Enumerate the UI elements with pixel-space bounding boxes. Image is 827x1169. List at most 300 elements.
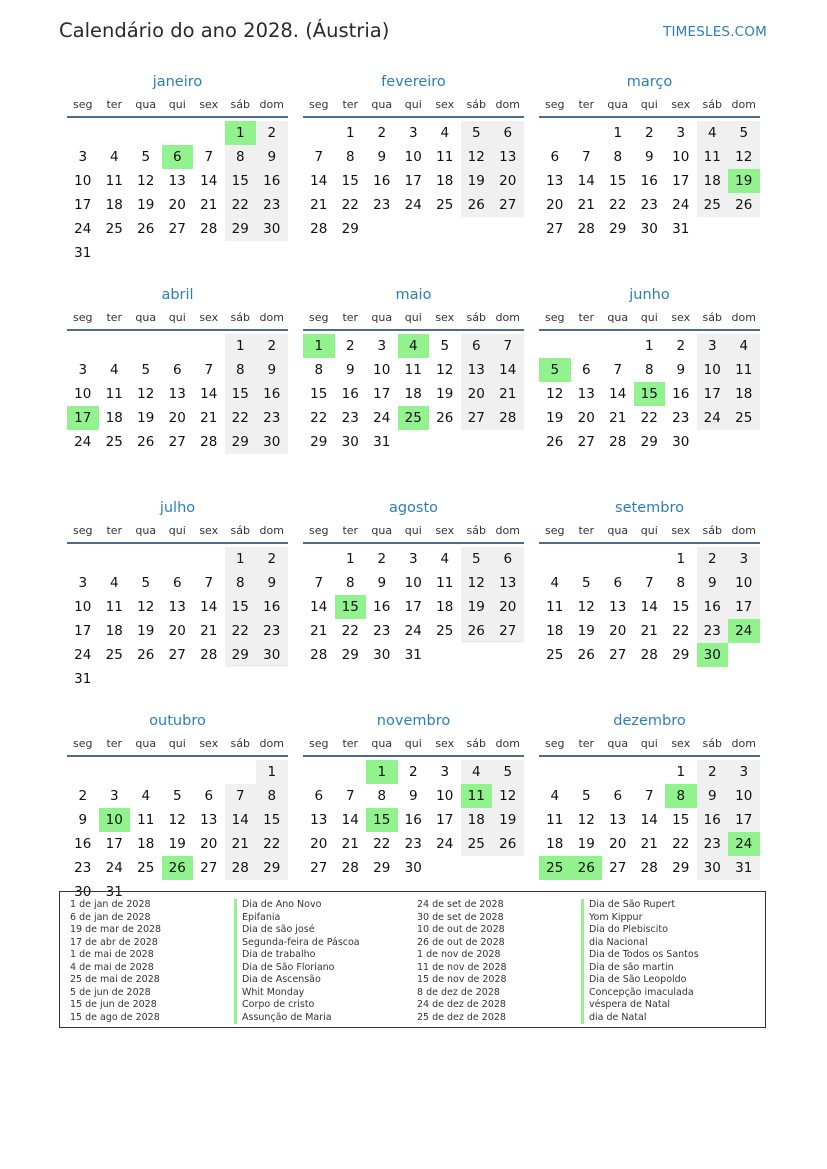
day-cell: 30 [256,643,288,667]
day-cell: 2 [78,788,88,804]
weekday-label: sáb [466,524,486,537]
day-cell: 29 [640,434,658,450]
day-cell: 28 [310,221,328,237]
weekday-label: qua [371,524,393,537]
month-title: dezembro [613,713,686,729]
day-cell: 22 [256,832,288,856]
day-cell: 14 [225,808,257,832]
day-cell: 2 [377,551,387,567]
day-cell: 18 [105,410,123,426]
day-cell: 25 [105,221,123,237]
day-cell: 15 [609,173,627,189]
day-cell: 18 [404,386,422,402]
empty-cell [539,334,571,358]
weekday-label: qui [640,524,658,537]
day-cell: 15 [341,173,359,189]
weekday-header [539,310,760,331]
day-cell: 11 [436,575,454,591]
day-cell: 20 [492,169,524,193]
day-cell: 5 [461,547,493,571]
day-cell: 26 [137,647,155,663]
day-cell: 8 [225,145,257,169]
weekday-label: ter [342,737,359,750]
day-cell: 28 [341,860,359,876]
day-cell: 30 [74,884,92,900]
day-cell: 17 [436,812,454,828]
day-cell: 2 [676,338,686,354]
day-cell: 28 [492,406,524,430]
day-cell: 1 [676,764,686,780]
weekday-label: ter [106,524,123,537]
day-cell: 9 [256,145,288,169]
month-dezembro [539,711,760,911]
empty-cell [193,760,225,784]
day-cell: 29 [225,430,257,454]
day-cell: 27 [492,619,524,643]
day-cell: 22 [310,410,328,426]
day-cell: 1 [613,125,623,141]
day-cell: 16 [256,382,288,406]
day-cell: 13 [461,358,493,382]
day-cell: 18 [697,169,729,193]
day-cell: 15 [310,386,328,402]
day-cell: 30 [697,856,729,880]
weekday-label: qua [607,737,629,750]
weekday-label: sáb [702,524,722,537]
empty-cell [602,760,634,784]
day-cell: 15 [672,812,690,828]
day-cell: 7 [613,362,623,378]
day-cell: 19 [492,808,524,832]
day-cell: 3 [728,547,760,571]
empty-cell [602,547,634,571]
weekday-label: sáb [230,737,250,750]
day-cell: 4 [697,121,729,145]
day-cell: 6 [581,362,591,378]
holiday-day-cell: 6 [162,145,194,169]
day-cell: 12 [137,599,155,615]
day-cell: 17 [404,599,422,615]
day-cell: 14 [577,173,595,189]
weekday-label: dom [495,98,520,111]
day-cell: 20 [492,595,524,619]
day-cell: 30 [672,434,690,450]
weekday-label: sex [435,98,455,111]
day-cell: 22 [225,193,257,217]
weekday-header [67,310,288,331]
legend-holiday-name: Dia de Todos os Santos [581,949,764,962]
day-cell: 24 [373,410,391,426]
day-cell: 23 [256,406,288,430]
day-cell: 8 [345,149,355,165]
day-cell: 17 [728,595,760,619]
weekday-label: sex [671,311,691,324]
day-cell: 27 [168,221,186,237]
day-cell: 18 [105,197,123,213]
days-grid [303,760,524,880]
day-cell: 22 [672,836,690,852]
day-cell: 10 [697,358,729,382]
day-cell: 14 [492,358,524,382]
month-title: abril [161,287,194,303]
month-title: setembro [615,500,684,516]
day-cell: 23 [256,193,288,217]
legend-date: 5 de jun de 2028 [70,986,151,998]
day-cell: 22 [609,197,627,213]
day-cell: 18 [546,836,564,852]
day-cell: 15 [672,599,690,615]
day-cell: 12 [492,784,524,808]
day-cell: 1 [345,125,355,141]
weekday-header [303,523,524,544]
day-cell: 12 [728,145,760,169]
day-cell: 16 [256,169,288,193]
days-grid [539,547,760,667]
day-cell: 28 [577,221,595,237]
day-cell: 29 [672,647,690,663]
holiday-day-cell: 11 [461,784,493,808]
day-cell: 21 [225,832,257,856]
empty-cell [67,547,99,571]
weekday-label: seg [73,98,93,111]
day-cell: 28 [200,221,218,237]
month-agosto [303,498,524,698]
weekday-label: sáb [230,524,250,537]
holiday-day-cell: 26 [571,856,603,880]
legend-holiday-name: Dia de trabalho [234,949,417,962]
day-cell: 25 [697,193,729,217]
day-cell: 7 [581,149,591,165]
day-cell: 3 [78,149,88,165]
day-cell: 31 [373,434,391,450]
empty-cell [303,121,335,145]
day-cell: 4 [550,575,560,591]
day-cell: 31 [404,647,422,663]
page-title: Calendário do ano 2028. (Áustria) [59,19,390,42]
days-grid [303,334,524,454]
day-cell: 28 [200,647,218,663]
day-cell: 2 [697,547,729,571]
weekday-label: ter [106,737,123,750]
day-cell: 3 [408,125,418,141]
holiday-day-cell: 15 [335,595,367,619]
day-cell: 27 [168,434,186,450]
day-cell: 4 [109,575,119,591]
day-cell: 16 [373,599,391,615]
day-cell: 28 [310,647,328,663]
weekday-label: ter [578,737,595,750]
empty-cell [193,547,225,571]
empty-cell [67,760,99,784]
weekday-label: ter [578,311,595,324]
day-cell: 21 [200,410,218,426]
day-cell: 10 [404,149,422,165]
day-cell: 26 [461,619,493,643]
day-cell: 11 [436,149,454,165]
holiday-day-cell: 1 [225,121,257,145]
day-cell: 1 [676,551,686,567]
holiday-day-cell: 30 [697,643,729,667]
day-cell: 7 [644,575,654,591]
day-cell: 25 [436,197,454,213]
empty-cell [602,334,634,358]
day-cell: 2 [256,334,288,358]
weekday-label: qua [135,524,157,537]
months-container [67,72,761,911]
day-cell: 30 [373,647,391,663]
day-cell: 7 [314,575,324,591]
weekday-label: sex [671,737,691,750]
legend-names-col-1 [234,899,417,1024]
holiday-day-cell: 15 [634,382,666,406]
day-cell: 29 [341,647,359,663]
weekday-label: qui [168,737,186,750]
day-cell: 6 [172,575,182,591]
empty-cell [99,121,131,145]
day-cell: 9 [345,362,355,378]
day-cell: 22 [341,197,359,213]
day-cell: 9 [78,812,88,828]
weekday-label: sáb [702,737,722,750]
day-cell: 15 [225,169,257,193]
day-cell: 16 [672,386,690,402]
day-cell: 19 [168,836,186,852]
empty-cell [335,760,367,784]
day-cell: 14 [609,386,627,402]
day-cell: 9 [676,362,686,378]
weekday-label: sáb [466,311,486,324]
weekday-header [303,310,524,331]
day-cell: 28 [225,856,257,880]
day-cell: 2 [377,125,387,141]
site-link[interactable]: TIMESLES.COM [663,24,767,40]
day-cell: 23 [697,619,729,643]
day-cell: 29 [609,221,627,237]
day-cell: 7 [492,334,524,358]
day-cell: 21 [200,197,218,213]
holiday-day-cell: 15 [366,808,398,832]
day-cell: 1 [644,338,654,354]
weekday-label: seg [309,98,329,111]
day-cell: 6 [314,788,324,804]
legend-date: 8 de dez de 2028 [417,986,500,998]
weekday-label: qua [135,98,157,111]
day-cell: 5 [581,788,591,804]
day-cell: 2 [256,121,288,145]
month-maio [303,285,524,485]
month-title: agosto [388,500,439,516]
day-cell: 23 [640,197,658,213]
day-cell: 28 [609,434,627,450]
weekday-label: qui [404,524,422,537]
day-cell: 3 [109,788,119,804]
day-cell: 6 [461,334,493,358]
day-cell: 29 [310,434,328,450]
day-cell: 25 [461,832,493,856]
day-cell: 9 [256,571,288,595]
day-cell: 30 [256,430,288,454]
weekday-label: seg [545,98,565,111]
day-cell: 1 [345,551,355,567]
day-cell: 25 [436,623,454,639]
legend-holiday-name: Dia de são josé [234,924,417,937]
day-cell: 17 [672,173,690,189]
day-cell: 5 [141,575,151,591]
empty-cell [303,547,335,571]
day-cell: 10 [728,571,760,595]
day-cell: 22 [341,623,359,639]
day-cell: 10 [74,386,92,402]
legend-holiday-name: Epifania [234,912,417,925]
day-cell: 10 [672,149,690,165]
day-cell: 20 [310,836,328,852]
day-cell: 22 [373,836,391,852]
holiday-day-cell: 19 [728,169,760,193]
day-cell: 19 [137,623,155,639]
day-cell: 19 [577,836,595,852]
legend-date: 17 de abr de 2028 [70,936,158,948]
empty-cell [634,760,666,784]
legend-date: 15 de nov de 2028 [417,974,507,985]
day-cell: 12 [168,812,186,828]
weekday-header [539,523,760,544]
holiday-day-cell: 10 [99,808,131,832]
day-cell: 8 [377,788,387,804]
day-cell: 8 [314,362,324,378]
day-cell: 7 [345,788,355,804]
empty-cell [634,547,666,571]
day-cell: 25 [105,647,123,663]
day-cell: 27 [577,434,595,450]
legend-date: 25 de dez de 2028 [417,1011,506,1023]
day-cell: 23 [697,832,729,856]
month-title: março [626,74,673,90]
weekday-label: ter [342,524,359,537]
day-cell: 9 [377,149,387,165]
day-cell: 11 [105,173,123,189]
day-cell: 5 [141,362,151,378]
legend-holiday-name: Concepção imaculada [581,987,764,1000]
weekday-label: qua [371,737,393,750]
weekday-label: qui [640,98,658,111]
legend-holiday-name: véspera de Natal [581,999,764,1012]
day-cell: 24 [74,434,92,450]
day-cell: 8 [345,575,355,591]
day-cell: 25 [728,406,760,430]
day-cell: 9 [408,788,418,804]
weekday-label: qui [640,311,658,324]
weekday-label: ter [106,311,123,324]
day-cell: 21 [341,836,359,852]
empty-cell [539,547,571,571]
day-cell: 8 [225,571,257,595]
day-cell: 20 [200,836,218,852]
day-cell: 14 [341,812,359,828]
day-cell: 11 [404,362,422,378]
legend-date: 25 de mai de 2028 [70,974,160,985]
holiday-day-cell: 4 [398,334,430,358]
day-cell: 26 [577,647,595,663]
day-cell: 2 [345,338,355,354]
legend-names-col-2 [581,899,764,1024]
month-title: janeiro [152,74,203,90]
legend-holiday-name: Yom Kippur [581,912,764,925]
weekday-header [67,97,288,118]
weekday-label: qui [168,311,186,324]
legend-date: 1 de nov de 2028 [417,949,501,960]
day-cell: 7 [644,788,654,804]
day-cell: 8 [256,784,288,808]
day-cell: 31 [728,856,760,880]
day-cell: 27 [310,860,328,876]
legend-dates-col-1 [70,899,234,1024]
holiday-day-cell: 1 [366,760,398,784]
day-cell: 8 [676,575,686,591]
weekday-label: seg [309,311,329,324]
day-cell: 10 [436,788,454,804]
weekday-label: qua [135,311,157,324]
day-cell: 17 [105,836,123,852]
day-cell: 23 [341,410,359,426]
day-cell: 13 [609,812,627,828]
day-cell: 12 [461,145,493,169]
day-cell: 21 [200,623,218,639]
weekday-label: sáb [702,311,722,324]
empty-cell [303,760,335,784]
day-cell: 6 [613,788,623,804]
day-cell: 17 [404,173,422,189]
weekday-label: sáb [702,98,722,111]
legend-date: 30 de set de 2028 [417,911,504,923]
empty-cell [99,334,131,358]
legend-date: 4 de mai de 2028 [70,961,154,973]
day-cell: 30 [256,217,288,241]
days-grid [539,334,760,454]
day-cell: 8 [225,358,257,382]
day-cell: 3 [440,764,450,780]
day-cell: 14 [200,173,218,189]
day-cell: 31 [74,245,92,261]
day-cell: 17 [697,382,729,406]
weekday-label: qui [404,737,422,750]
empty-cell [130,334,162,358]
day-cell: 26 [461,193,493,217]
day-cell: 3 [377,338,387,354]
legend-dates-col-2 [417,899,581,1024]
weekday-label: sex [671,98,691,111]
day-cell: 18 [436,173,454,189]
month-title: outubro [149,713,206,729]
empty-cell [539,760,571,784]
month-junho [539,285,760,485]
day-cell: 13 [200,812,218,828]
legend-holiday-name: dia Nacional [581,937,764,950]
weekday-label: dom [259,524,284,537]
weekday-label: dom [495,311,520,324]
weekday-label: dom [731,737,756,750]
day-cell: 29 [225,217,257,241]
day-cell: 5 [492,760,524,784]
month-janeiro [67,72,288,272]
day-cell: 16 [697,595,729,619]
legend-date: 24 de dez de 2028 [417,999,506,1010]
day-cell: 29 [373,860,391,876]
day-cell: 23 [404,836,422,852]
day-cell: 12 [137,386,155,402]
day-cell: 20 [546,197,564,213]
weekday-header [539,736,760,757]
weekday-header [539,97,760,118]
